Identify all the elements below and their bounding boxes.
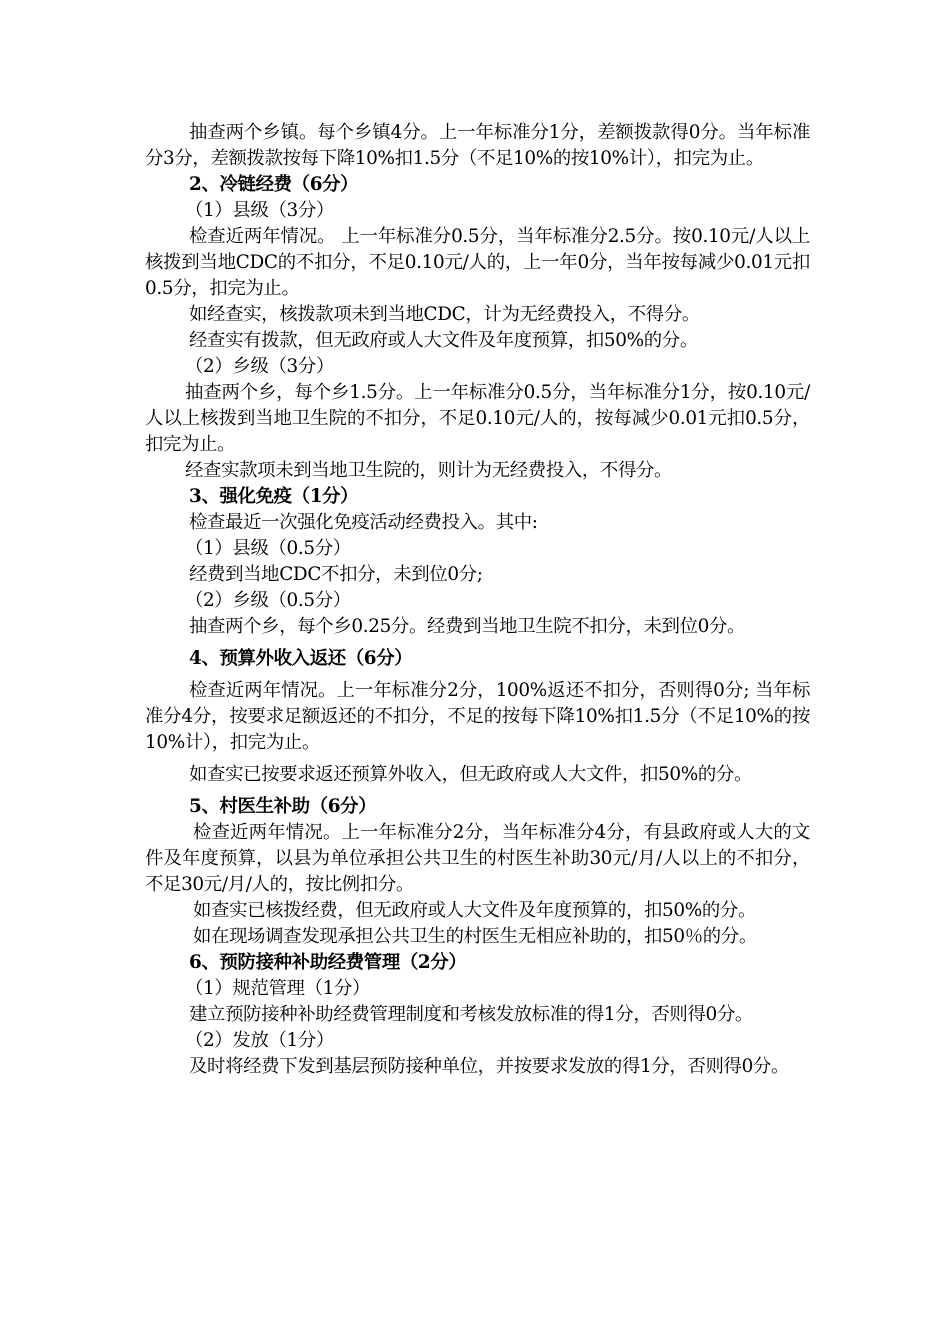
paragraph: 建立预防接种补助经费管理制度和考核发放标准的得1分，否则得0分。 <box>189 1004 753 1025</box>
subsection-heading: （2）发放（1分） <box>185 1030 334 1051</box>
subsection-heading: （1）县级（0.5分） <box>185 538 351 559</box>
paragraph: 抽查两个乡镇。每个乡镇4分。上一年标准分1分，差额拨款得0分。当年标准分3分，差额拨款按每下降10%扣1.5分（不足10%的按10%计），扣完为止。 <box>145 122 810 169</box>
section-heading: 6、预防接种补助经费管理（2分） <box>189 952 467 973</box>
subsection-heading: （2）乡级（3分） <box>185 356 334 377</box>
document-page <box>145 120 810 1080</box>
paragraph: 如查实已核拨经费，但无政府或人大文件及年度预算的，扣50%的分。 <box>193 900 757 921</box>
paragraph: 检查近两年情况。上一年标准分2分，当年标准分4分，有县政府或人大的文件及年度预算，以县为单位承担公共卫生的村医生补助30元/月/人以上的不扣分，不足30元/月/人的，按比例扣分。 <box>145 822 810 895</box>
paragraph: 抽查两个乡，每个乡0.25分。经费到当地卫生院不扣分，未到位0分。 <box>189 616 746 637</box>
paragraph: 如查实已按要求返还预算外收入，但无政府或人大文件，扣50%的分。 <box>189 764 753 785</box>
paragraph: 抽查两个乡，每个乡1.5分。上一年标准分0.5分，当年标准分1分，按0.10元/人以上核拨到当地卫生院的不扣分，不足0.10元/人的，按每减少0.01元扣0.5分，扣完为止。 <box>145 382 810 455</box>
paragraph: 检查近两年情况。上一年标准分2分，100%返还不扣分，否则得0分; 当年标准分4分，按要求足额返还的不扣分，不足的按每下降10%扣1.5分（不足10%的按10%计），扣完为止。 <box>145 680 810 753</box>
subsection-heading: （2）乡级（0.5分） <box>185 590 351 611</box>
paragraph: 经查实款项未到当地卫生院的，则计为无经费投入，不得分。 <box>185 460 673 481</box>
subsection-heading: （1）规范管理（1分） <box>185 978 371 999</box>
paragraph: 及时将经费下发到基层预防接种单位，并按要求发放的得1分，否则得0分。 <box>189 1056 790 1077</box>
section-heading: 5、村医生补助（6分） <box>189 796 377 817</box>
paragraph: 经查实有拨款，但无政府或人大文件及年度预算，扣50%的分。 <box>189 330 698 351</box>
paragraph: 如在现场调查发现承担公共卫生的村医生无相应补助的，扣50％的分。 <box>193 926 757 947</box>
subsection-heading: （1）县级（3分） <box>185 200 334 221</box>
section-heading: 2、冷链经费（6分） <box>189 174 359 195</box>
paragraph: 检查近两年情况。 上一年标准分0.5分，当年标准分2.5分。按0.10元/人以上核拨到当地CDC的不扣分，不足0.10元/人的，上一年0分，当年按每减少0.01元扣0.5分，扣完为止。 <box>145 226 810 299</box>
paragraph: 检查最近一次强化免疫活动经费投入。其中: <box>189 512 538 533</box>
section-heading: 4、预算外收入返还（6分） <box>189 648 413 669</box>
section-heading: 3、强化免疫（1分） <box>189 486 359 507</box>
paragraph: 经费到当地CDC不扣分，未到位0分; <box>189 564 483 585</box>
paragraph: 如经查实，核拨款项未到当地CDC，计为无经费投入，不得分。 <box>189 304 700 325</box>
